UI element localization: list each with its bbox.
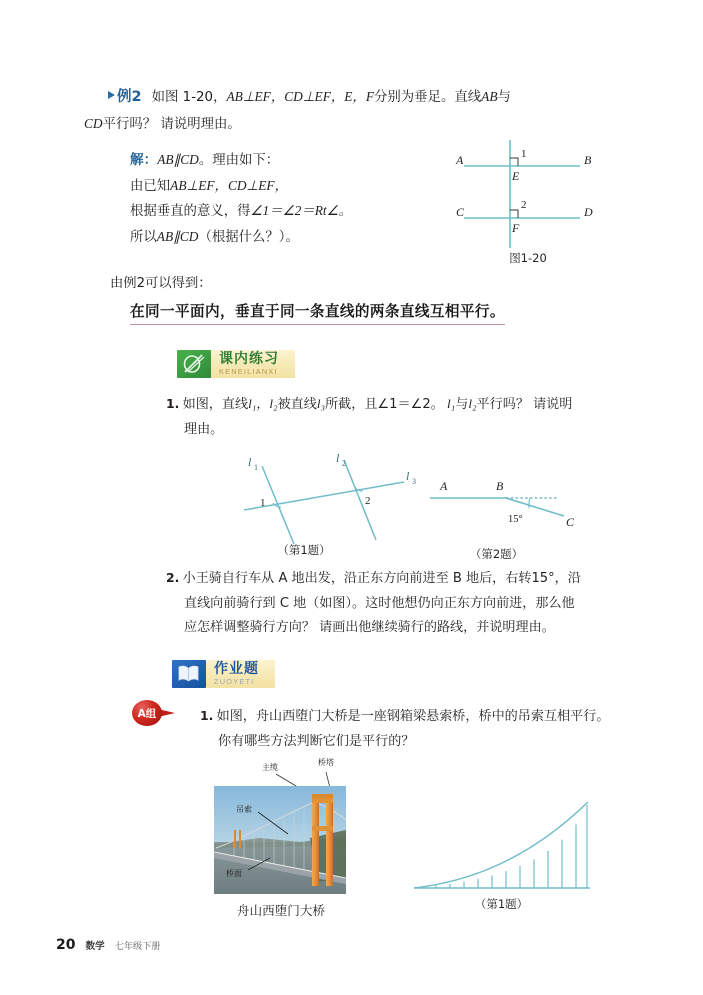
page-footer [56,937,161,953]
svg-text:1: 1 [254,463,258,472]
p1-m4: l₂ [468,396,477,411]
q2-label-B: B [496,479,504,493]
photo-inner-leaders [214,786,346,894]
photo-caption: 舟山西堕门大桥 [236,903,326,918]
example-block [84,84,598,138]
practice-item-2-line-1 [166,566,611,592]
figure-hw1-caption: （第1题） [474,897,529,911]
solution-line-2 [130,174,430,200]
example-math-1: AB⊥EF，CD⊥EF，E，F [226,89,375,104]
open-book-glyph [177,664,201,684]
p1-t3: 所截，且∠1＝∠2。 [325,397,444,412]
practice-item-2-line-2: 直线向前骑行到 C 地（如图）。这时他想仍向正东方向前进，那么他 [184,595,575,611]
hw1-l1: 如图，舟山西堕门大桥是一座钢箱梁悬索桥，桥中的吊索互相平行。 [216,709,610,724]
figure-q2-svg [418,466,603,556]
example-text-d: 平行吗？ 请说明理由。 [102,117,241,132]
solution-block [130,148,430,250]
figure-q2 [418,466,603,561]
page-number: 20 [56,937,76,953]
figure-q1 [232,451,416,557]
solution-math-1: AB∥CD [157,152,199,167]
practice-item-1 [166,392,606,442]
solution-line-3 [130,199,430,225]
solution-text-3: 根据垂直的意义，得 [130,204,251,219]
bridge-photo [214,786,346,894]
p1-t2: 被直线 [277,397,317,412]
figure-hw1 [406,790,601,915]
label-F: F [512,221,520,235]
example-text-a: 如图 1-20， [151,90,227,105]
p1-m1: l₁，l₂ [248,396,278,411]
q2-label-A: A [440,479,448,493]
practice-item-1-number: 1. [166,396,180,411]
practice-item-2-number: 2. [166,570,180,585]
example-line-2 [84,111,598,138]
photo-label-tower: 桥塔 [318,758,334,767]
conclusion-statement: 在同一平面内，垂直于同一条直线的两条直线互相平行。 [130,300,505,325]
practice-item-2 [166,566,611,641]
label-l2: l [336,451,340,465]
p2-l1: 小王骑自行车从 A 地出发，沿正东方向前进至 B 地后，右转15°，沿 [182,571,581,586]
example-text-b: 分别为垂足。直线 [374,90,482,105]
example-text-c: 与 [497,90,511,105]
group-a-label: A组 [137,707,157,720]
conclusion-lead: 由例2可以得到： [110,276,212,291]
example-tag: 例2 [117,89,142,105]
practice-badge-pinyin: KENEILIANXI [219,367,278,376]
label-A: A [456,153,464,167]
pen-circle-glyph [182,353,206,375]
practice-badge-title: 课内练习 [219,351,279,367]
figure-1-20 [448,136,608,265]
figure-1-20-svg [448,136,608,256]
label-B: B [584,153,592,167]
homework-item-1-number: 1. [200,708,214,723]
photo-label-hanger: 吊索 [236,805,252,814]
homework-item-1-line-2: 你有哪些方法判断它们是平行的？ [218,733,415,749]
solution-text-5: （根据什么？）。 [198,229,299,245]
figure-q1-caption: （第1题） [277,543,331,557]
homework-item-1-line-1 [200,704,610,730]
blue-book-icon [172,660,206,688]
homework-section-badge [172,660,275,688]
example-line-1 [108,84,598,111]
practice-item-1-line-2: 理由。 [184,421,224,437]
p1-t1: 如图，直线 [182,397,249,412]
q2-label-C: C [566,515,575,529]
svg-text:3: 3 [412,477,416,486]
label-D: D [584,205,593,219]
homework-item-1 [200,704,610,754]
label-l3: l [406,469,410,483]
label-l1: l [248,455,252,469]
p1-m2: l₃ [316,396,326,411]
figure-1-20-caption: 图1-20 [509,251,547,265]
solution-tag: 解： [130,152,158,168]
practice-item-2-line-3: 应怎样调整骑行方向？ 请画出他继续骑行的路线，并说明理由。 [184,620,555,635]
q2-angle-label: 15° [508,514,523,525]
example-math-2: AB [481,89,498,104]
group-a-badge [132,700,188,726]
solution-text-1: 。理由如下： [198,153,280,168]
label-angle-2: 2 [521,199,527,211]
solution-text-4: 所以 [130,229,157,245]
q1-angle-1: 1 [260,497,266,509]
practice-item-1-line-1 [166,392,606,418]
solution-math-3: ∠1＝∠2＝Rt∠。 [250,203,352,218]
label-C: C [456,205,465,219]
solution-line-4 [130,225,430,251]
triangle-marker-icon [108,91,115,99]
q1-angle-2: 2 [365,495,371,507]
photo-label-deck: 桥面 [226,869,242,878]
p1-t4: 与 [455,397,469,412]
practice-section-badge [177,350,295,378]
solution-text-2: 由已知 [130,178,171,194]
homework-badge-bar [206,660,275,688]
footer-subject: 数学 [85,941,105,952]
label-E: E [512,169,520,183]
solution-math-2: AB⊥EF，CD⊥EF， [170,177,288,193]
group-a-circle [132,700,162,726]
label-angle-1: 1 [521,148,527,160]
figure-q1-svg [232,451,416,552]
green-notebook-icon [177,350,211,378]
practice-badge-bar [211,350,295,378]
p1-m3: l₁ [447,396,456,411]
footer-grade: 七年级下册 [114,941,161,952]
solution-math-4: AB∥CD [156,228,199,244]
homework-badge-title: 作业题 [214,661,259,677]
photo-label-main-cable: 主缆 [262,763,278,772]
figure-q2-caption: （第2题） [469,547,524,561]
homework-badge-pinyin: ZUOYETI [214,677,255,686]
example-math-3: CD [84,116,103,131]
svg-text:2: 2 [342,459,346,468]
solution-line-1 [130,148,430,174]
p1-t5: 平行吗？ 请说明 [476,397,573,412]
